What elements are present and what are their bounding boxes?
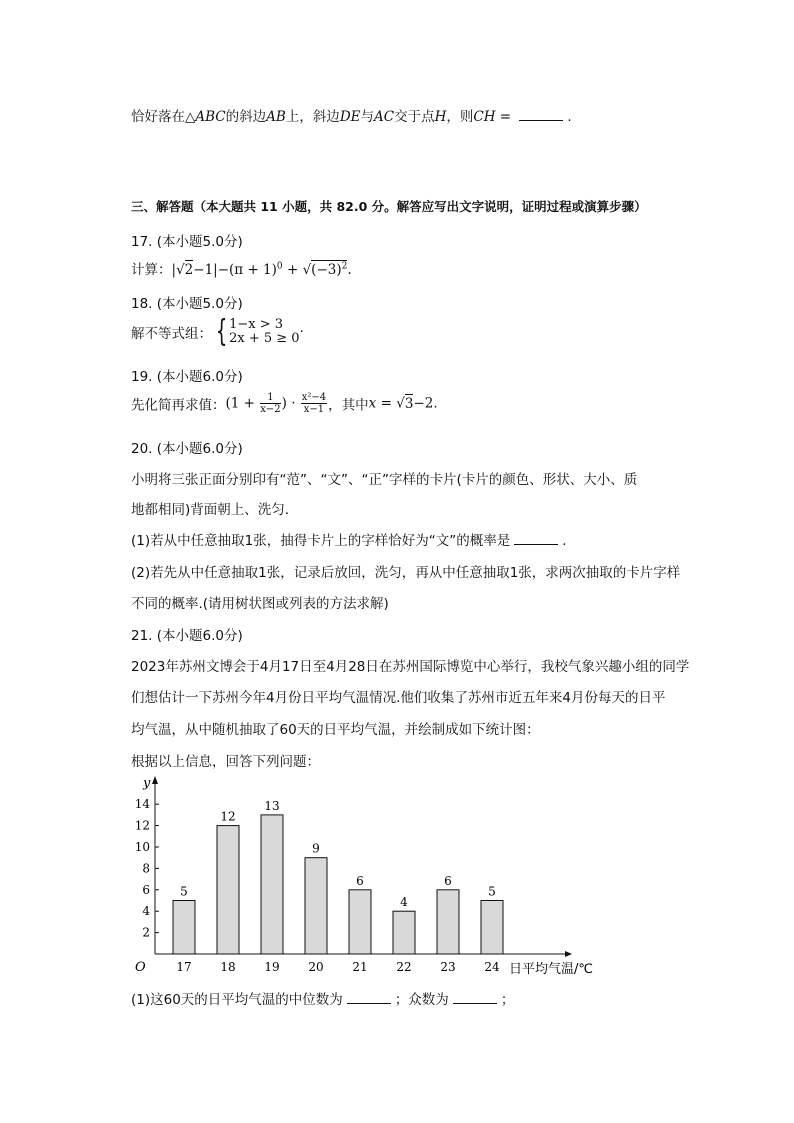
- sqrt-symbol: √: [396, 395, 405, 412]
- q20-line-3: [131, 529, 567, 549]
- q21-part1: [131, 988, 514, 1008]
- text: 恰好落在: [131, 109, 185, 125]
- temperature-bar-chart: [125, 770, 625, 980]
- text: 交于点: [394, 109, 435, 125]
- q21-header: 21. (本小题6.0分): [131, 628, 243, 644]
- numerator: x²−4: [301, 392, 327, 403]
- text: 上，斜边: [285, 109, 340, 125]
- period: .: [347, 262, 352, 278]
- x-tick-label: 23: [440, 960, 456, 974]
- data-label: 6: [444, 873, 452, 888]
- q17-header: 17. (本小题5.0分): [131, 234, 243, 250]
- sqrt-symbol: √: [176, 262, 185, 278]
- x-tick-label: 20: [308, 960, 324, 974]
- inequality-2: 2x + 5 ≥ 0: [229, 331, 300, 346]
- sqrt-radicand: [311, 260, 347, 278]
- x-tick-label: 21: [352, 960, 368, 974]
- bar-20: [305, 858, 327, 954]
- y-tick-label: 6: [142, 882, 150, 897]
- text: −1|−(π + 1): [193, 262, 277, 278]
- x-axis-arrow: [565, 951, 572, 957]
- bar-22: [393, 911, 415, 954]
- x-tick-label: 19: [264, 960, 280, 974]
- text: +: [282, 262, 303, 278]
- text: 解不等式组：: [131, 326, 212, 342]
- sqrt-radicand: 3: [404, 395, 414, 412]
- q20-line-4: (2)若先从中任意抽取1张，记录后放回，洗匀，再从中任意抽取1张，求两次抽取的卡片字样: [131, 565, 681, 581]
- text: ，其中: [328, 397, 369, 414]
- brace: {: [215, 314, 228, 349]
- q21-line-3: 均气温，从中随机抽取了60天的日平均气温，并绘制成如下统计图：: [131, 722, 540, 738]
- segment-ac: AC: [374, 109, 395, 125]
- bar-18: [217, 826, 239, 954]
- sqrt-radicand: 2: [184, 262, 194, 278]
- x-axis-label: 日平均气温/℃: [509, 962, 593, 977]
- problem16-tail: [131, 105, 572, 125]
- numerator: 1: [260, 392, 280, 404]
- q18-header: 18. (本小题5.0分): [131, 296, 243, 312]
- text: (1 +: [225, 395, 260, 412]
- y-axis-label: y: [143, 776, 151, 791]
- math-expression: [172, 262, 352, 278]
- fraction-1: [260, 392, 280, 415]
- segment-ab: AB: [266, 109, 286, 125]
- data-label: 12: [220, 809, 236, 824]
- fraction-2: [301, 392, 327, 415]
- x-tick-label: 22: [396, 960, 412, 974]
- mode-blank[interactable]: [453, 991, 497, 1004]
- q20-header: 20. (本小题6.0分): [131, 441, 243, 457]
- text: ；: [500, 992, 515, 1008]
- exponent: 0: [276, 261, 283, 272]
- origin-label: O: [135, 960, 146, 975]
- inequality-system: [229, 318, 299, 346]
- bar-24: [481, 901, 503, 955]
- data-label: 4: [400, 895, 408, 910]
- segment-de: DE: [339, 109, 361, 125]
- text: (1)这60天的日平均气温的中位数为: [131, 992, 343, 1008]
- segment-ch: CH: [473, 109, 496, 125]
- text: −2: [413, 395, 434, 412]
- y-tick-label: 14: [134, 797, 150, 812]
- q20-line-5: 不同的概率.(请用树状图或列表的方法求解): [131, 596, 389, 612]
- data-label: 6: [356, 873, 364, 888]
- x-tick-label: 18: [220, 960, 236, 974]
- text: 先化简再求值：: [131, 397, 226, 414]
- q21-line-2: 们想估计一下苏州今年4月份日平均气温情况.他们收集了苏州市近五年来4月份每天的日平: [131, 690, 666, 706]
- section-heading: 三、解答题（本大题共 11 小题，共 82.0 分。解答应写出文字说明，证明过程或演算步骤）: [131, 199, 647, 214]
- q21-line-1: 2023年苏州文博会于4月17日至4月28日在苏州国际博览中心举行，我校气象兴趣小组的同学: [131, 659, 690, 675]
- q19-body: [131, 392, 438, 415]
- bar-23: [437, 890, 459, 954]
- denominator: x−1: [303, 404, 325, 415]
- inequality-1: 1−x > 3: [229, 317, 284, 332]
- text: 的斜边: [225, 109, 267, 125]
- y-tick-label: 10: [134, 840, 150, 854]
- answer-blank[interactable]: [514, 532, 558, 545]
- q20-line-2: 地都相同)背面朝上、洗匀.: [131, 502, 290, 518]
- q20-line-1: 小明将三张正面分别印有“范”、“文”、“正”字样的卡片(卡片的颜色、形状、大小、质: [131, 472, 638, 488]
- x-tick-label: 24: [484, 960, 500, 974]
- y-tick-label: 8: [142, 861, 150, 876]
- data-label: 5: [488, 884, 496, 899]
- period: ·: [299, 324, 304, 340]
- q17-body: [131, 258, 352, 278]
- x-tick-label: 17: [176, 960, 192, 974]
- text: 计算：: [131, 262, 172, 278]
- denominator: x−2: [260, 404, 281, 415]
- y-tick-label: 12: [134, 818, 150, 833]
- text: ，则: [446, 109, 474, 125]
- y-tick-label: 4: [142, 904, 150, 919]
- data-label: 5: [180, 884, 188, 899]
- bar-19: [261, 815, 283, 954]
- bar-17: [173, 901, 195, 955]
- q19-header: 19. (本小题6.0分): [131, 369, 243, 385]
- y-tick-label: 2: [142, 925, 150, 940]
- period: .: [567, 109, 572, 125]
- data-label: 13: [264, 798, 280, 813]
- text: ；众数为: [394, 992, 449, 1008]
- sqrt-expression: [396, 394, 433, 412]
- period: .: [433, 395, 438, 412]
- period: .: [562, 533, 567, 549]
- median-blank[interactable]: [347, 991, 391, 1004]
- q18-body: [131, 314, 304, 349]
- q21-line-4: 根据以上信息，回答下列问题：: [131, 754, 320, 770]
- variable-x: x: [368, 395, 377, 412]
- sqrt-symbol: √: [302, 262, 312, 278]
- bar-21: [349, 890, 371, 954]
- answer-blank[interactable]: [519, 108, 563, 121]
- data-label: 9: [312, 841, 320, 856]
- text: ) ·: [281, 395, 300, 412]
- equals: =: [495, 109, 516, 125]
- text: (−3): [311, 262, 342, 278]
- text: 与: [360, 109, 374, 125]
- triangle-name: △ABC: [185, 109, 226, 125]
- point-h: H: [434, 109, 447, 125]
- equals: =: [376, 395, 397, 412]
- y-axis-arrow: [152, 776, 158, 784]
- text: (1)若从中任意抽取1张，抽得卡片上的字样恰好为“文”的概率是: [131, 533, 511, 549]
- abs-bar: |: [171, 262, 177, 278]
- exponent: 2: [341, 261, 348, 272]
